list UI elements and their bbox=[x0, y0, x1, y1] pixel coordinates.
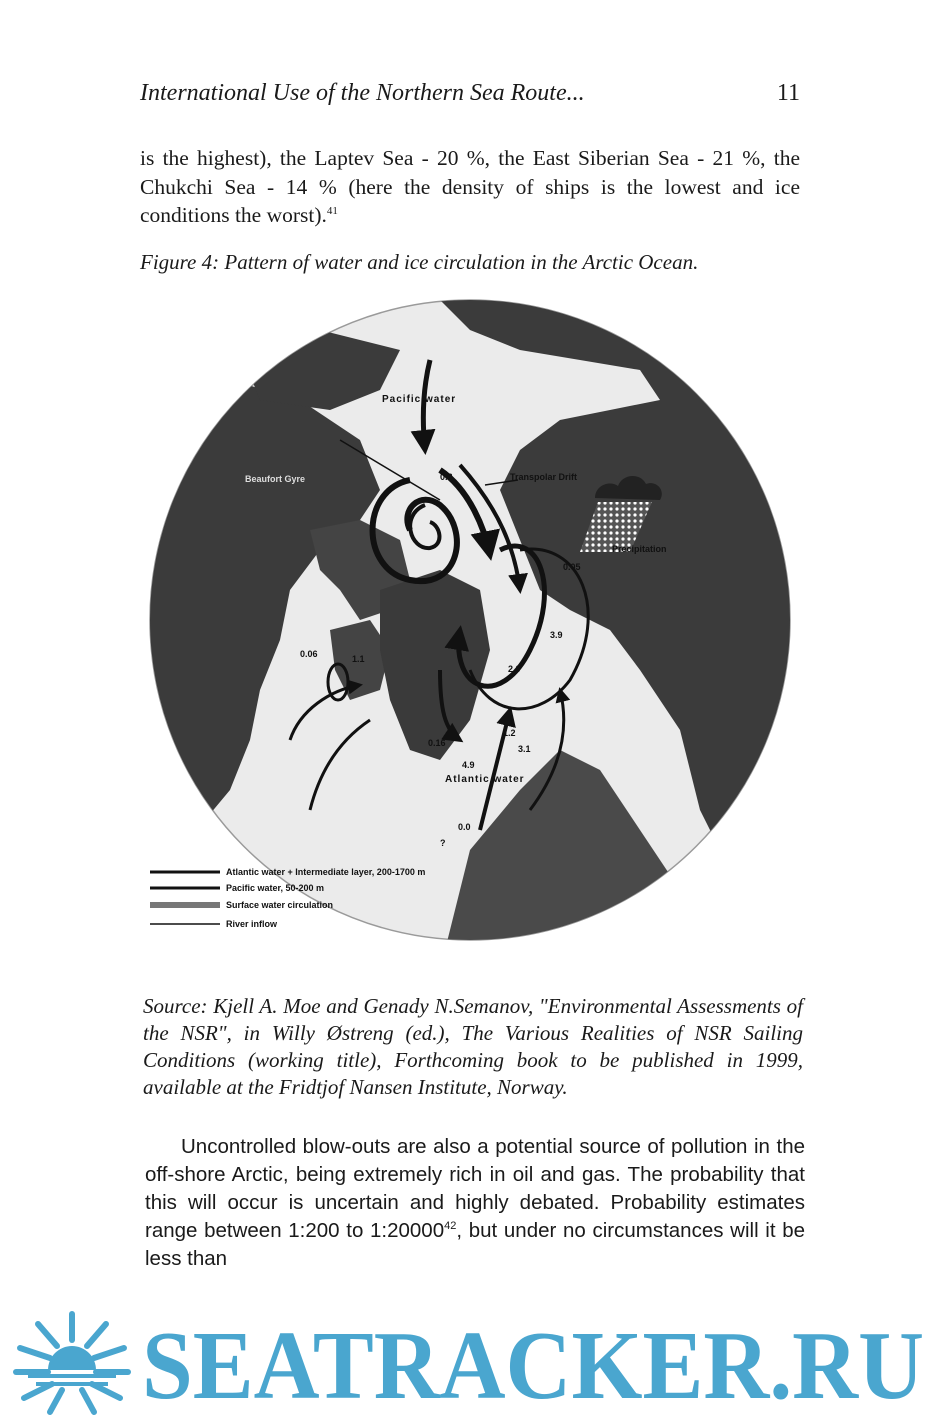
label-pacific-water: Pacific water bbox=[382, 394, 457, 405]
running-title: International Use of the Northern Sea Route... bbox=[140, 80, 585, 106]
arctic-circulation-map bbox=[140, 290, 810, 950]
value-0.8: 0.8 bbox=[440, 472, 453, 482]
paragraph-text-after: , but under no circumstances will it be less than bbox=[145, 1219, 806, 1270]
watermark bbox=[0, 1310, 944, 1416]
label-atlantic-water: Atlantic water bbox=[445, 774, 525, 785]
value-2.0: 2.0 bbox=[508, 664, 521, 674]
footnote-ref-42[interactable]: 42 bbox=[444, 1220, 457, 1233]
legend-swatch-surface bbox=[150, 902, 220, 908]
page-number: 11 bbox=[776, 80, 800, 106]
label-transpolar-drift: Transpolar Drift bbox=[510, 472, 578, 482]
sun-logo-icon bbox=[16, 1314, 128, 1412]
figure-caption: Figure 4: Pattern of water and ice circulation in the Arctic Ocean. bbox=[140, 250, 699, 274]
value-1.1: 1.1 bbox=[352, 654, 365, 664]
legend-label-atlantic: Atlantic water + Intermediate layer, 200-1700 m bbox=[226, 867, 426, 877]
footnote-ref-41[interactable]: 41 bbox=[326, 204, 338, 217]
value-4.9: 4.9 bbox=[462, 760, 475, 770]
value-0.05: 0.05 bbox=[563, 562, 581, 572]
paragraph-shipping-density bbox=[140, 144, 800, 230]
figure-source: Source: Kjell A. Moe and Genady N.Semanov, "Environmental Assessments of the NSR", in Willy Østreng (ed.), The Various Realities of NSR Sailing Conditions (working title), Forthcoming book to be published in 1999, available at the Fridtjof Nansen Institute, Norway. bbox=[143, 994, 803, 1099]
value-0.0: 0.0 bbox=[458, 822, 471, 832]
value-3.1: 3.1 bbox=[518, 744, 531, 754]
legend-label-surface: Surface water circulation bbox=[226, 900, 334, 910]
paragraph-text-before: Uncontrolled blow-outs are also a potential source of pollution in the off-shore Arctic, being extremely rich in oil and gas. The probability that this will occur is uncertain and highly debated. Probability estimates range between 1:200 to 1:20000 bbox=[145, 1135, 805, 1242]
label-precipitation: Precipitation bbox=[612, 544, 667, 554]
value-0.06: 0.06 bbox=[300, 649, 318, 659]
paragraph-blowouts bbox=[145, 1133, 805, 1273]
legend-label-river: River inflow bbox=[226, 919, 278, 929]
paragraph-text: is the highest), the Laptev Sea - 20 %, the East Siberian Sea - 21 %, the Chukchi Sea - 14 % (here the density of ships is the lowest and ice conditions the worst). bbox=[140, 146, 800, 227]
watermark-text: SEATRACKER.RU bbox=[142, 1312, 924, 1416]
value-3.9: 3.9 bbox=[550, 630, 563, 640]
value-0.16: 0.16 bbox=[428, 738, 446, 748]
value-unknown: ? bbox=[440, 838, 446, 848]
label-beaufort-gyre: Beaufort Gyre bbox=[245, 474, 306, 484]
legend-label-pacific: Pacific water, 50-200 m bbox=[226, 883, 325, 893]
running-header bbox=[140, 80, 800, 110]
value-1.2: 1.2 bbox=[503, 728, 516, 738]
